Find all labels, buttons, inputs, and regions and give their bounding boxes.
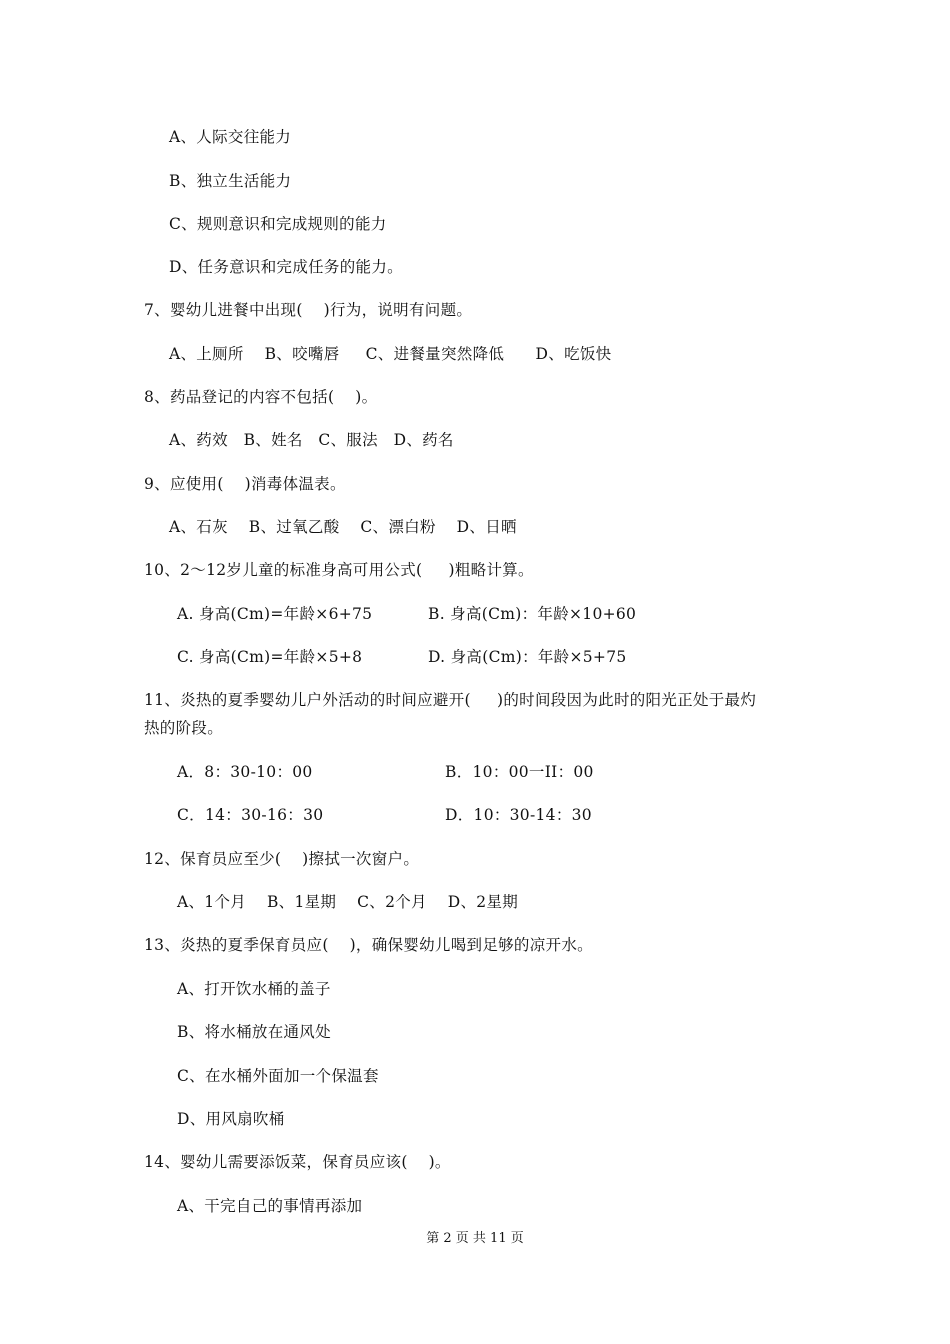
option-10d: D. 身高(Cm)：年龄×5+75 bbox=[428, 648, 627, 666]
question-11-cont: 热的阶段。 bbox=[144, 719, 224, 737]
options-9: A、石灰 B、过氧乙酸 C、漂白粉 D、日晒 bbox=[169, 518, 517, 536]
option-11a: A．8：30-10：00 bbox=[177, 763, 313, 781]
option-14a: A、干完自己的事情再添加 bbox=[177, 1197, 363, 1215]
options-7: A、上厕所 B、咬嘴唇 C、进餐量突然降低 D、吃饭快 bbox=[169, 345, 612, 363]
question-8: 8、药品登记的内容不包括( )。 bbox=[144, 388, 378, 406]
option-6c: C、规则意识和完成规则的能力 bbox=[169, 215, 387, 233]
option-10c: C. 身高(Cm)=年龄×5+8 bbox=[177, 648, 363, 666]
option-11c: C．14：30-16：30 bbox=[177, 806, 324, 824]
option-13b: B、将水桶放在通风处 bbox=[177, 1023, 331, 1041]
option-6b: B、独立生活能力 bbox=[169, 172, 292, 190]
question-9: 9、应使用( )消毒体温表。 bbox=[144, 475, 346, 493]
option-11b: B．10：00一II：00 bbox=[445, 763, 594, 781]
options-8: A、药效 B、姓名 C、服法 D、药名 bbox=[169, 431, 454, 449]
question-14: 14、婴幼儿需要添饭菜，保育员应该( )。 bbox=[144, 1153, 451, 1171]
question-13: 13、炎热的夏季保育员应( )，确保婴幼儿喝到足够的凉开水。 bbox=[144, 936, 593, 954]
option-13a: A、打开饮水桶的盖子 bbox=[177, 980, 331, 998]
question-10: 10、2～12岁儿童的标准身高可用公式( )粗略计算。 bbox=[144, 561, 534, 579]
option-6d: D、任务意识和完成任务的能力。 bbox=[169, 258, 403, 276]
option-13c: C、在水桶外面加一个保温套 bbox=[177, 1067, 379, 1085]
option-6a: A、人际交往能力 bbox=[169, 128, 292, 146]
question-11: 11、炎热的夏季婴幼儿户外活动的时间应避开( )的时间段因为此时的阳光正处于最灼 bbox=[144, 691, 757, 709]
option-10a: A. 身高(Cm)=年龄×6+75 bbox=[177, 605, 373, 623]
option-10b: B. 身高(Cm)：年龄×10+60 bbox=[428, 605, 637, 623]
options-12: A、1个月 B、1星期 C、2个月 D、2星期 bbox=[177, 893, 519, 911]
question-7: 7、婴幼儿进餐中出现( )行为，说明有问题。 bbox=[144, 301, 473, 319]
question-12: 12、保育员应至少( )擦拭一次窗户。 bbox=[144, 850, 420, 868]
option-11d: D．10：30-14：30 bbox=[445, 806, 592, 824]
option-13d: D、用风扇吹桶 bbox=[177, 1110, 285, 1128]
page-footer: 第 2 页 共 11 页 bbox=[426, 1231, 524, 1246]
